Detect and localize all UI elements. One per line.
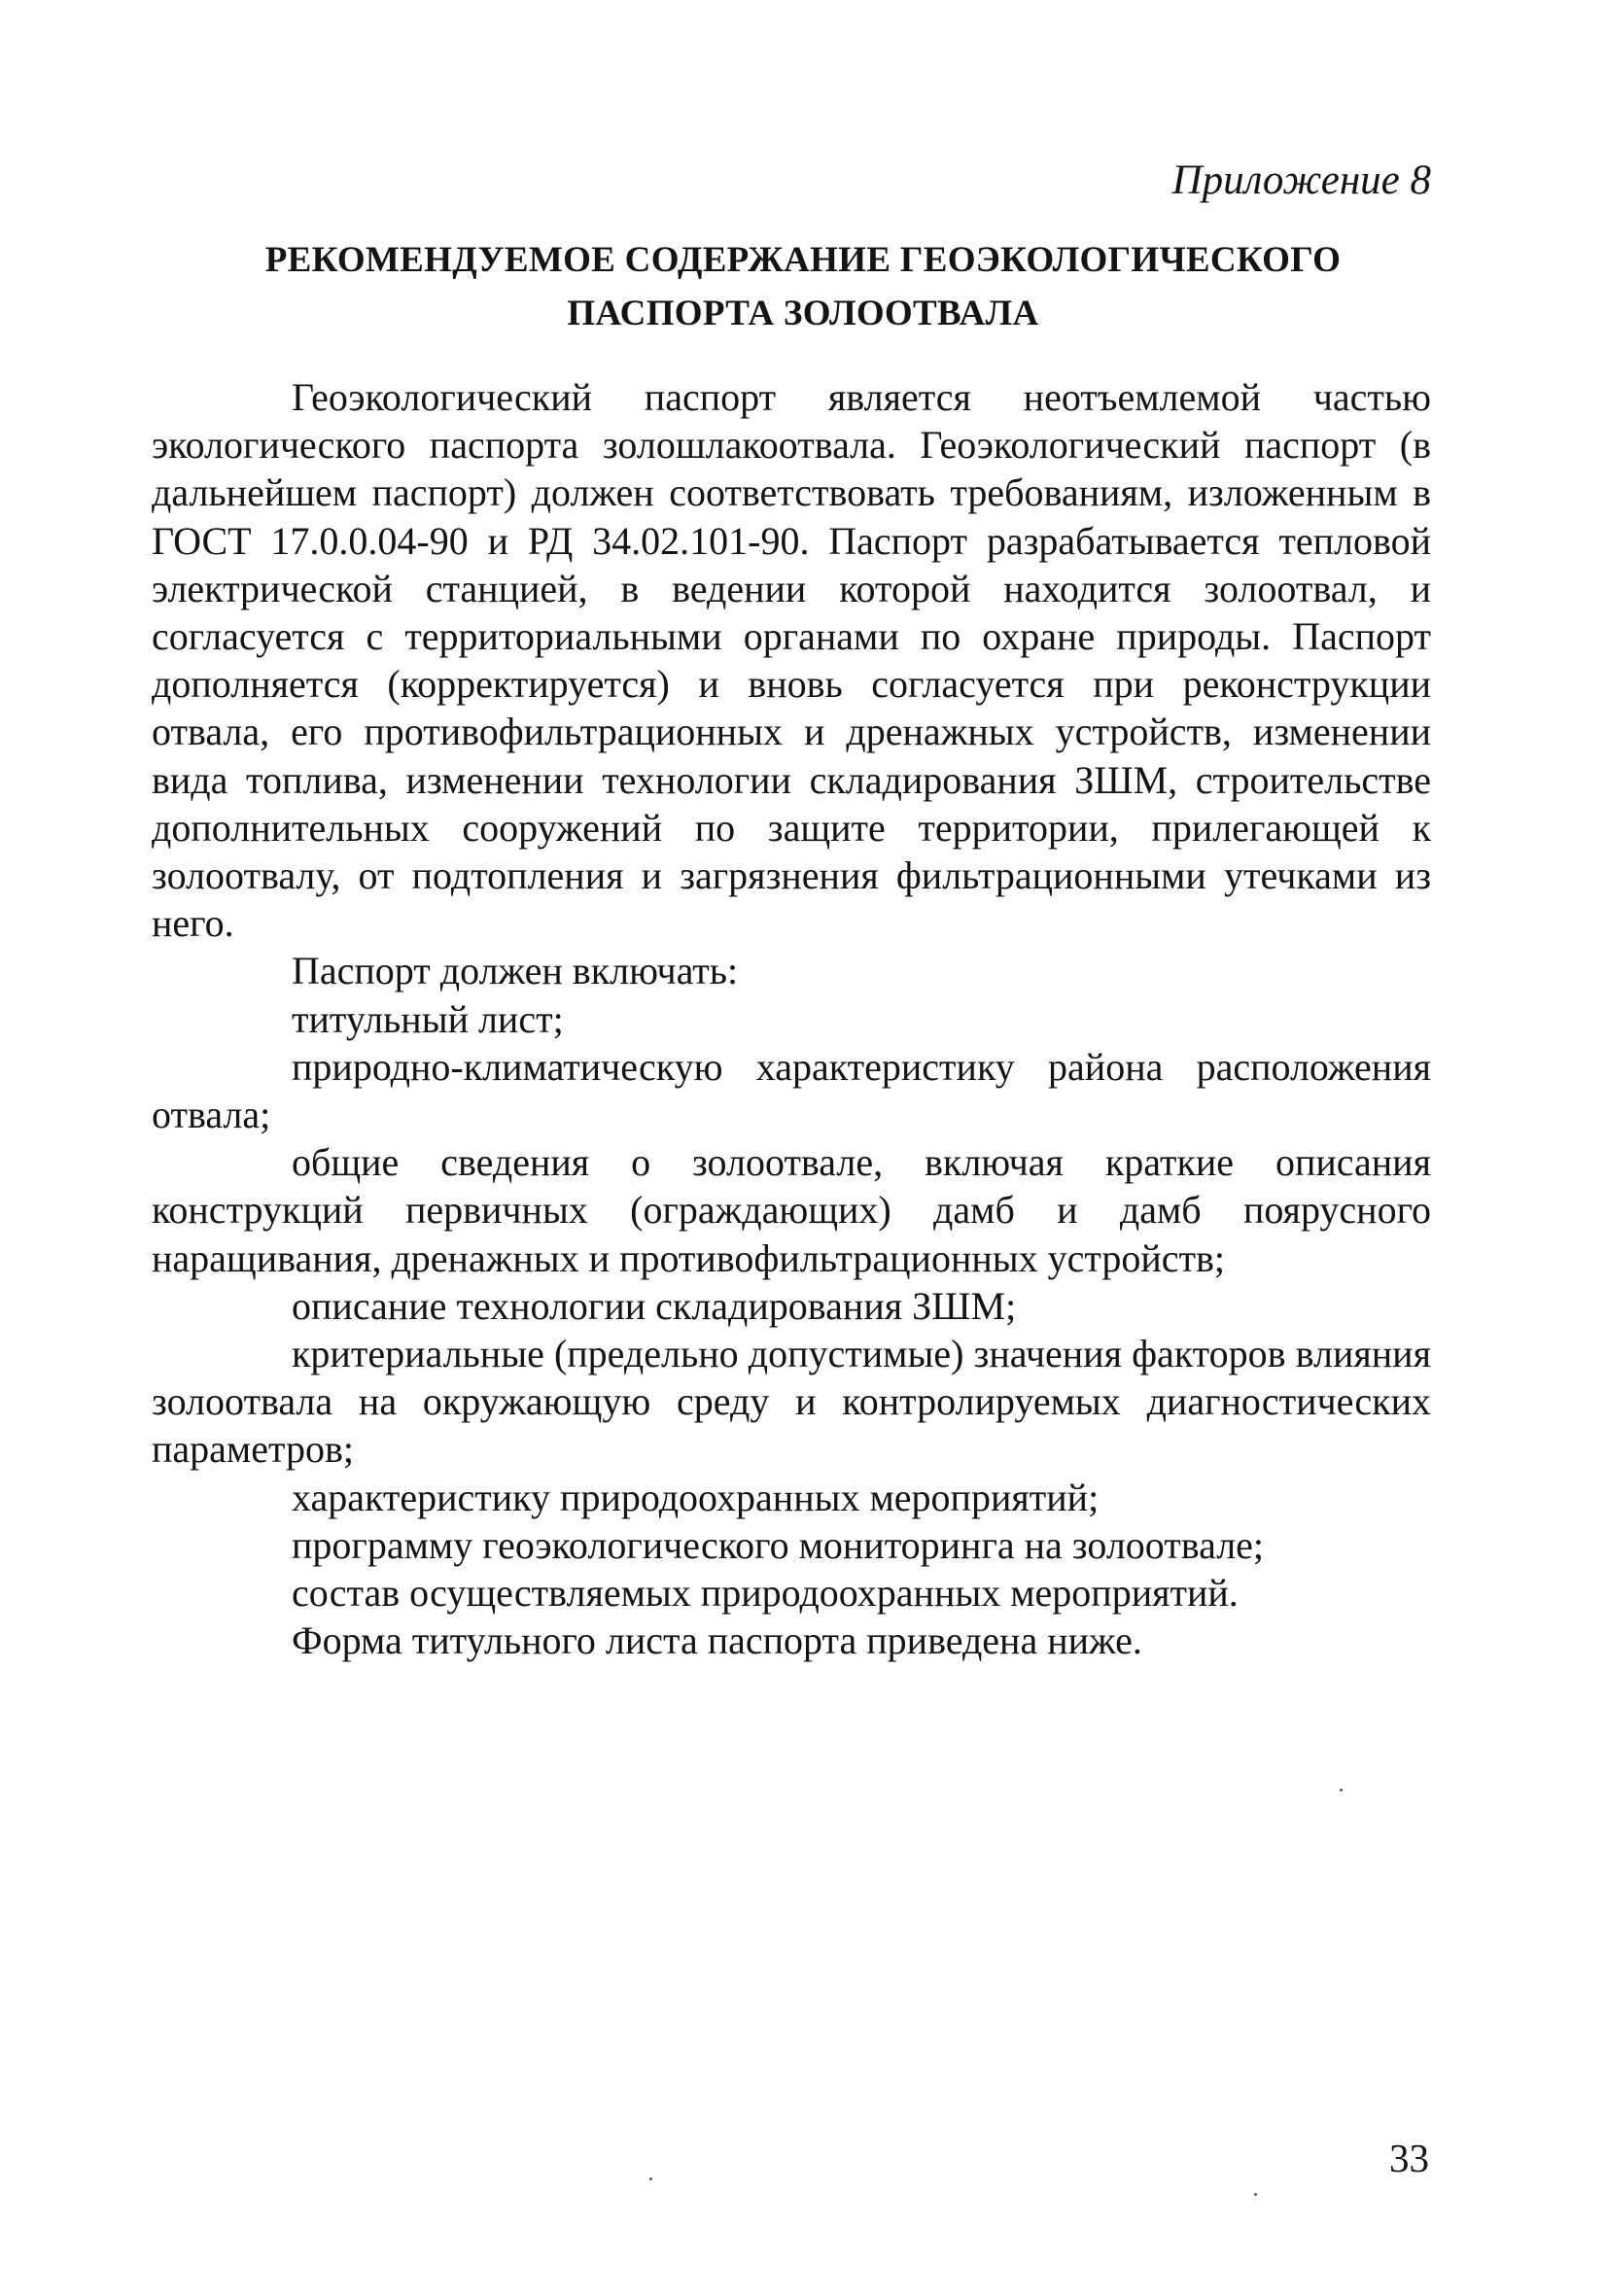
list-item: титульный лист;	[292, 996, 564, 1041]
list-item: состав осуществляемых природоохранных мероприятий.	[292, 1571, 1239, 1616]
title-line-2: ПАСПОРТА ЗОЛООТВАЛА	[567, 294, 1039, 333]
title-line-1: РЕКОМЕНДУЕМОЕ СОДЕРЖАНИЕ ГЕОЭКОЛОГИЧЕСКОГО	[264, 240, 1342, 280]
scan-speck	[1340, 1789, 1343, 1792]
page-number: 33	[1389, 2136, 1429, 2180]
list-item: критериальные (предельно допустимые) значения факторов влияния золоотвала на окружающую среду и контролируемых диагностических параметров;	[152, 1332, 1431, 1472]
list-item: характеристику природоохранных мероприятий;	[292, 1475, 1100, 1519]
list-item: программу геоэкологического мониторинга на золоотвале;	[292, 1522, 1265, 1567]
document-title	[175, 233, 1431, 340]
closing-paragraph: Форма титульного листа паспорта приведена ниже.	[292, 1618, 1142, 1663]
list-item: общие сведения о золоотвале, включая краткие описания конструкций первичных (ограждающих) дамб и дамб поярусного наращивания, дренажных и противофильтрационных устройств;	[152, 1140, 1431, 1280]
scan-speck	[649, 2177, 652, 2180]
list-lead: Паспорт должен включать:	[292, 949, 739, 993]
scan-speck	[1254, 2193, 1257, 2196]
list-item: природно-климатическую характеристику района расположения отвала;	[152, 1044, 1431, 1137]
appendix-label: Приложение 8	[1171, 157, 1431, 203]
intro-paragraph: Геоэкологический паспорт является неотъемлемой частью экологического паспорта золошлакоотвала. Геоэкологический паспорт (в дальнейшем паспорт) должен соответствовать требованиям, изложенным в ГОСТ 17.0.0.04-90 и РД 34.02.101-90. Паспорт разрабатывается тепловой электрической станцией, в ведении которой находится золоотвал, и согласуется с территориальными органами по охране природы. Паспорт дополняется (корректируется) и вновь согласуется при реконструкции отвала, его противофильтрационных и дренажных устройств, изменении вида топлива, изменении технологии складирования ЗШМ, строительстве дополнительных сооружений по защите территории, прилегающей к золоотвалу, от подтопления и загрязнения фильтрационными утечками из него.	[152, 375, 1431, 946]
list-item: описание технологии складирования ЗШМ;	[292, 1283, 1017, 1328]
body-text	[152, 373, 1431, 1664]
